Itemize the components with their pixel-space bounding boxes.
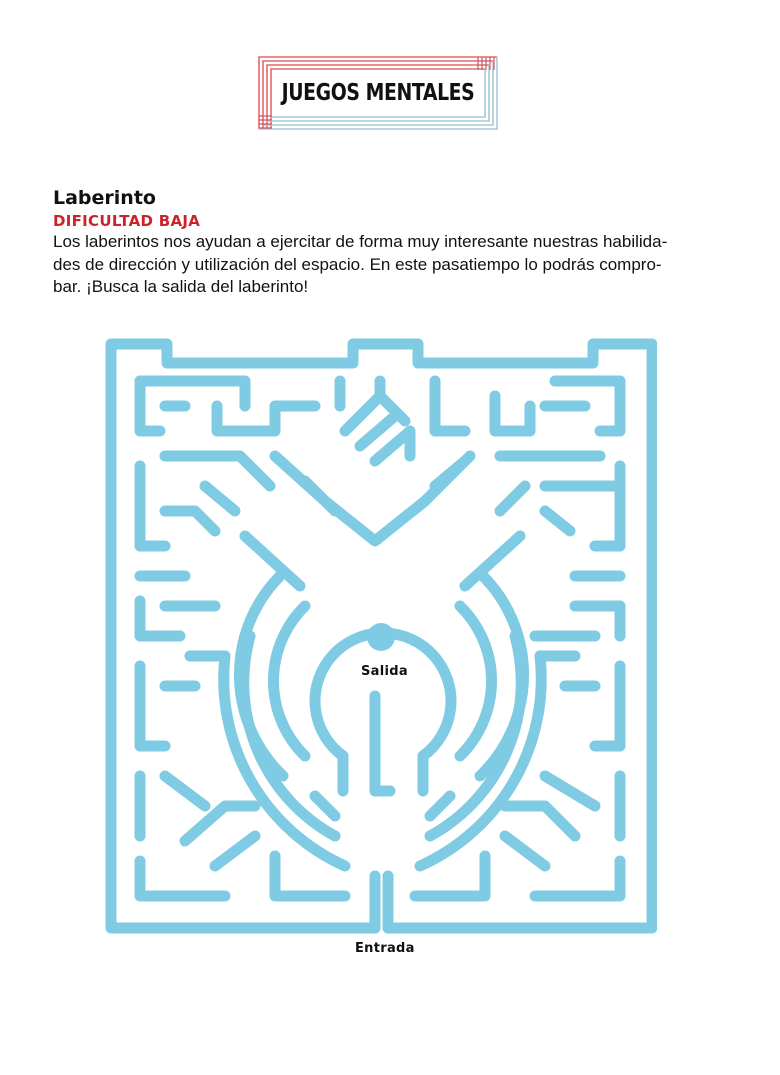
instructions-line-2: des de dirección y utilización del espacio. En este pasatiempo lo podrás compro- <box>53 254 662 274</box>
instructions-line-1: Los laberintos nos ayudan a ejercitar de forma muy interesante nuestras habilida- <box>53 232 668 251</box>
maze-entrance-label: Entrada <box>355 941 415 956</box>
maze-inner-ring <box>315 633 451 756</box>
maze-illustration <box>105 336 657 936</box>
maze-walls <box>105 336 657 936</box>
maze-entrance-walls <box>375 876 388 928</box>
section-header-badge <box>258 56 498 130</box>
instructions-line-3: bar. ¡Busca la salida del laberinto! <box>53 277 309 296</box>
maze-exit-dot <box>367 623 395 651</box>
article <box>53 186 733 299</box>
maze-exit-label: Salida <box>361 664 408 679</box>
instructions-paragraph <box>53 231 733 299</box>
puzzle-title: Laberinto <box>53 187 156 209</box>
section-header-title: JUEGOS MENTALES <box>281 80 475 106</box>
difficulty-label: DIFICULTAD BAJA <box>53 212 201 230</box>
